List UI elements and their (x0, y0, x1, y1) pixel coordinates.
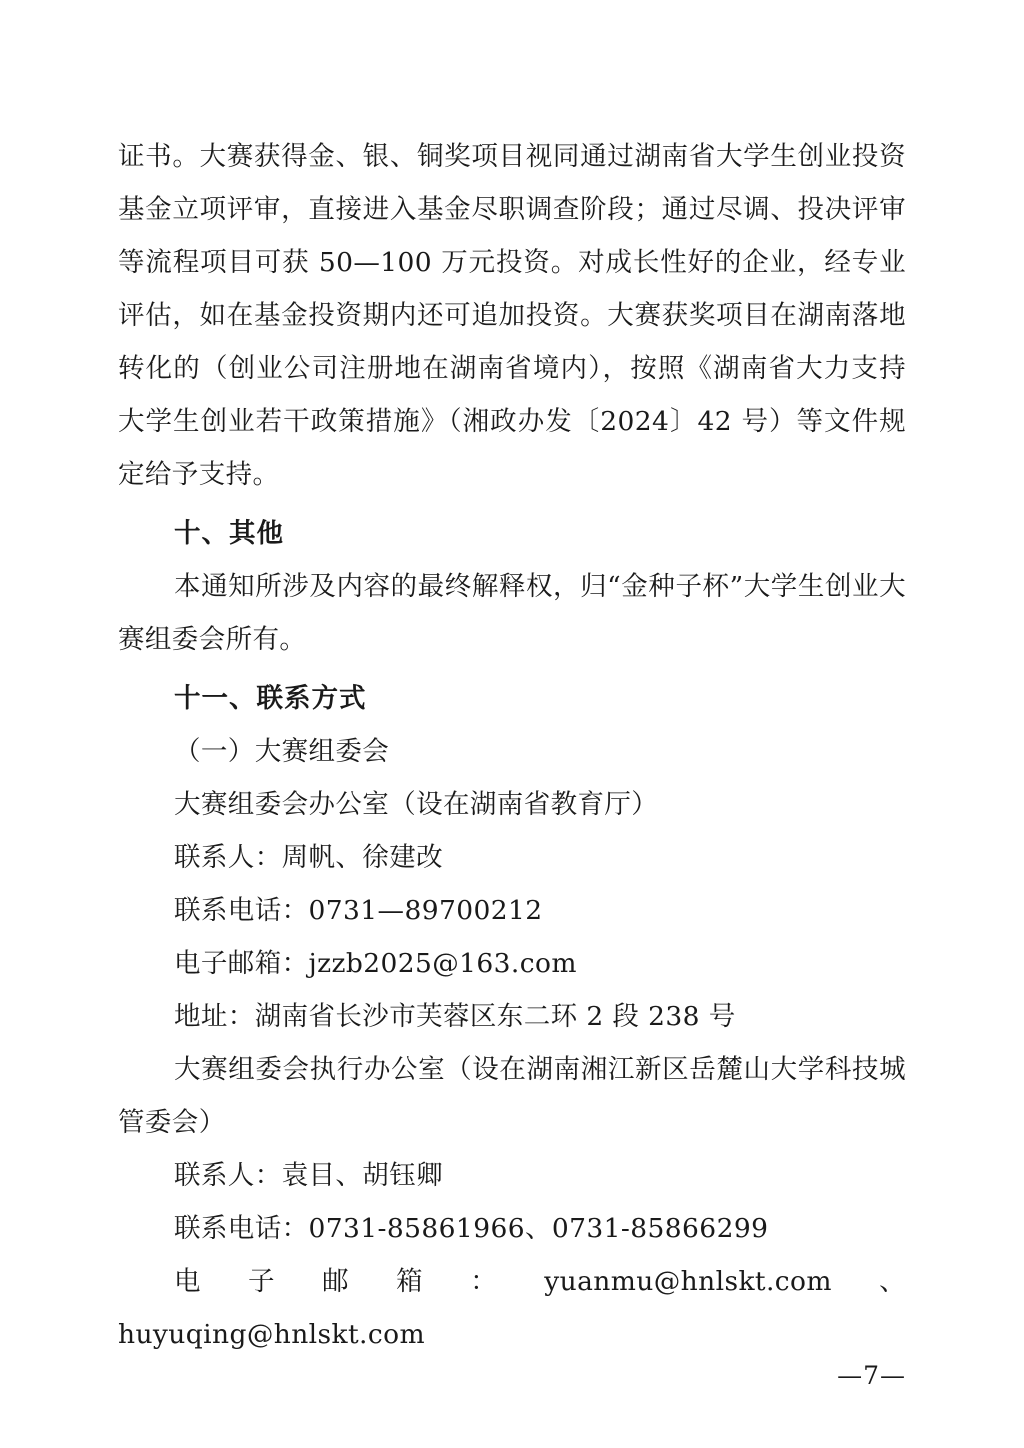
section-heading-contact: 十一、联系方式 (174, 683, 367, 714)
contact-person-provincial: 联系人：周帆、徐建改 (174, 842, 443, 873)
contact-subheading: （一）大赛组委会 (174, 736, 390, 767)
contact-person-executive: 联系人：袁目、胡钰卿 (174, 1160, 443, 1191)
section-other-paragraph: 本通知所涉及内容的最终解释权，归“金种子杯”大学生创业大赛组委会所有。 (118, 571, 906, 655)
contact-address-provincial: 地址：湖南省长沙市芙蓉区东二环 2 段 238 号 (174, 1001, 736, 1032)
contact-office-provincial-title: 大赛组委会办公室（设在湖南省教育厅） (174, 789, 659, 820)
contact-phone-provincial: 联系电话：0731—89700212 (174, 895, 543, 926)
section-heading-other: 十、其他 (174, 518, 284, 549)
contact-phone-executive: 联系电话：0731-85861966、0731-85866299 (174, 1213, 769, 1244)
contact-email-provincial: 电子邮箱：jzzb2025@163.com (174, 948, 577, 979)
paragraph-award-support: 证书。大赛获得金、银、铜奖项目视同通过湖南省大学生创业投资基金立项评审，直接进入基金尽职调查阶段；通过尽调、投决评审等流程项目可获 50—100 万元投资。对成长性好的企业，经专业评估，如在基金投资期内还可追加投资。大赛获奖项目在湖南落地转化的（创业公司注册地在湖南省境内），按照《湖南省大力支持大学生创业若干政策措施》（湘政办发〔2024〕42 号）等文件规定给予支持。 (118, 141, 906, 490)
contact-email-executive: 电子邮箱：yuanmu@hnlskt.com、huyuqing@hnlskt.com (118, 1266, 906, 1350)
page-body (118, 130, 906, 1361)
page-number: —7— (837, 1361, 906, 1390)
contact-office-executive-title: 大赛组委会执行办公室（设在湖南湘江新区岳麓山大学科技城管委会） (118, 1054, 906, 1138)
